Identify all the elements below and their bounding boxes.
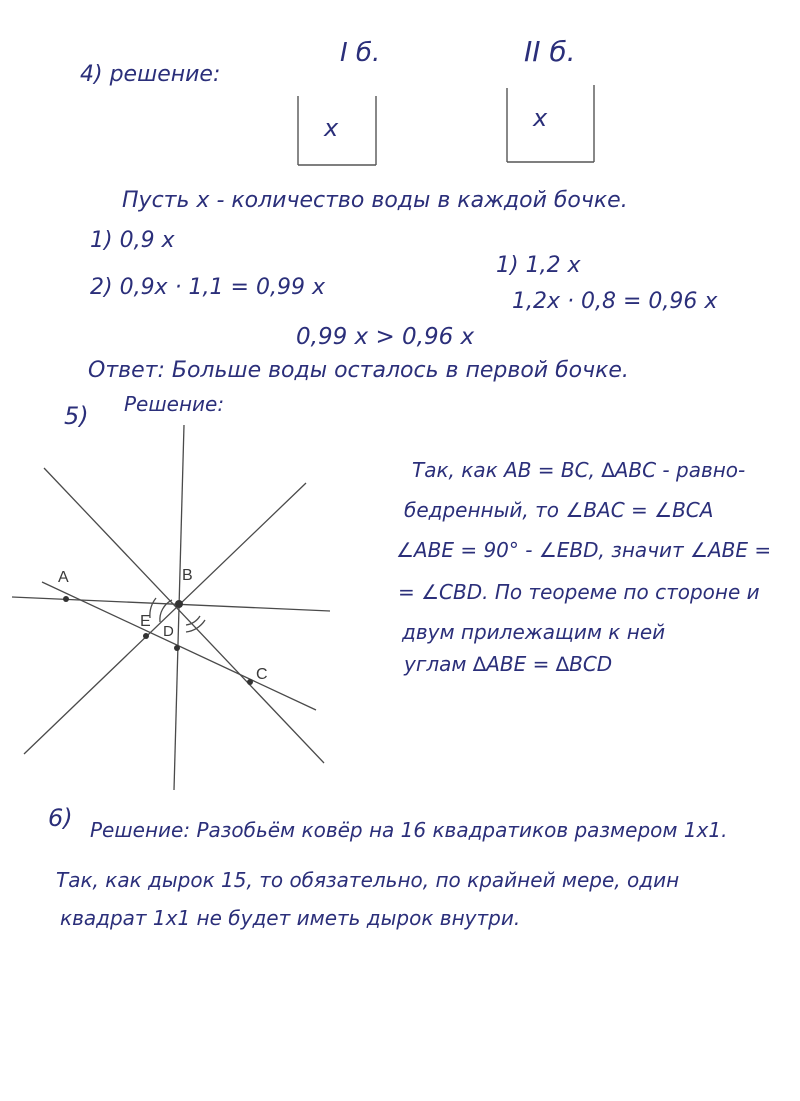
geometry-figure (12, 425, 330, 790)
problem6-number: 6) (48, 804, 73, 832)
problem6-line-1: Решение: Разобьём ковёр на 16 квадратиков размером 1x1. (90, 818, 728, 842)
comparison: 0,99 x > 0,96 x (296, 324, 475, 350)
proof-line-3: ∠ABE = 90° - ∠EBD, значит ∠ABE = (396, 538, 772, 562)
barrel-1-mark: x (324, 114, 339, 142)
barrel-1-step-1: 1) 0,9 x (90, 228, 175, 253)
point-label-b: B (182, 567, 193, 584)
proof-line-5: двум прилежащим к ней (402, 620, 666, 644)
proof-line-6: углам ∆ABE = ∆BCD (404, 652, 613, 676)
barrel-2-title: II б. (524, 35, 576, 68)
problem4-let: Пусть x - количество воды в каждой бочке. (122, 188, 628, 213)
barrel-1-step-2: 2) 0,9x · 1,1 = 0,99 x (90, 275, 325, 300)
geometry-points (63, 596, 253, 685)
point-label-c: C (256, 666, 268, 683)
point-label-a: A (58, 569, 69, 586)
barrel-2-step-2: 1,2x · 0,8 = 0,96 x (512, 289, 718, 314)
proof-line-2: бедренный, то ∠BAC = ∠BCA (404, 498, 714, 522)
proof-line-1: Так, как AB = BC, ∆ABC - равно- (412, 458, 746, 482)
point-b (175, 600, 183, 608)
problem5-number: 5) (64, 402, 89, 430)
barrel-2-mark: x (533, 104, 548, 132)
problem6-line-3: квадрат 1x1 не будет иметь дырок внутри. (60, 906, 521, 930)
problem4-label: 4) решение: (80, 62, 221, 87)
point-e (143, 633, 149, 639)
point-label-d: D (163, 623, 174, 640)
point-c (247, 679, 253, 685)
proof-line-4: = ∠CBD. По теореме по стороне и (398, 580, 760, 604)
problem6-line-2: Так, как дырок 15, то обязательно, по крайней мере, один (56, 868, 680, 892)
barrel-1-title: I б. (340, 38, 381, 68)
point-d (174, 645, 180, 651)
problem5-label: Решение: (124, 392, 225, 416)
barrel-2-step-1: 1) 1,2 x (496, 253, 581, 278)
problem4-answer: Ответ: Больше воды осталось в первой бочке. (88, 358, 629, 383)
point-label-e: E (140, 613, 151, 630)
barrel-2 (507, 85, 594, 162)
point-a (63, 596, 69, 602)
